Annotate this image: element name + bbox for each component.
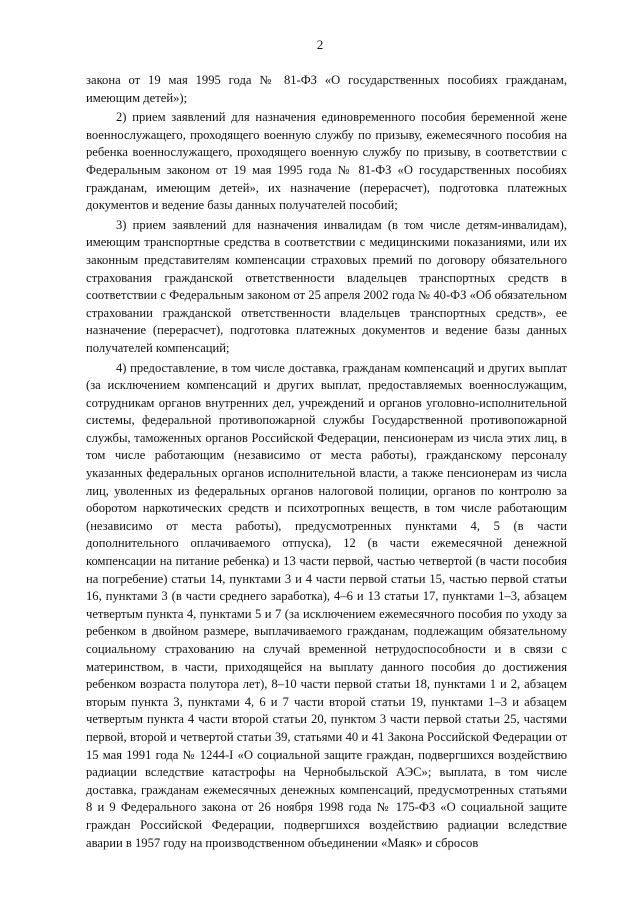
paragraph-item-3: 3) прием заявлений для назначения инвалидам (в том числе детям-инвалидам), имеющим транспортные средства в соответствии с медицинскими показаниями, или их законным представителям компенсации страховых премий по договору обязательного страхования гражданской ответственности владельцев транспортных средств в соответствии с Федеральным законом от 25 апреля 2002 года № 40-ФЗ «Об обязательном страховании гражданской ответственности владельцев транспортных средств», ее назначение (перерасчет), подготовка платежных документов и ведение базы данных получателей компенсаций; xyxy=(86,217,567,355)
paragraph-item-4: 4) предоставление, в том числе доставка, гражданам компенсаций и других выплат (за исключением компенсаций и других выплат, предоставляемых военнослужащим, сотрудникам органов внутренних дел, учреждений и органов уголовно-исполнительной системы, федеральной противопожарной службы Государственной противопожарной службы, таможенных органов Российской Федерации, пенсионерам из числа этих лиц, в том числе работающим (независимо от места работы), гражданскому персоналу указанных федеральных органов исполнительной власти, а также пенсионерам из числа лиц, уволенных из федеральных органов налоговой полиции, органов по контролю за оборотом наркотических средств и психотропных веществ, в том числе работающим (независимо от места работы), предусмотренных пунктами 4, 5 (в части дополнительного оплачиваемого отпуска), 12 (в части ежемесячной денежной компенсации на питание ребенка) и 13 части первой, частью четвертой (в части пособия на погребение) статьи 14, пунктами 3 и 4 части первой статьи 15, частью первой статьи 16, пунктами 3 (в части среднего заработка), 4–6 и 13 статьи 17, пунктами 1–3, абзацем четвертым пункта 4, пунктами 5 и 7 (за исключением ежемесячного пособия по уходу за ребенком в двойном размере, выплачиваемого гражданам, подлежащим обязательному социальному страхованию на случай временной нетрудоспособности и в связи с материнством, в части, приходящейся на выплату данного пособия до достижения ребенком возраста полутора лет), 8–10 части первой статьи 18, пунктами 1 и 2, абзацем вторым пункта 3, пунктами 4, 6 и 7 части второй статьи 19, пунктами 1–3 и абзацем четвертым пункта 4 части второй статьи 20, пунктом 3 части первой статьи 25, частями первой, второй и четвертой статьи 39, статьями 40 и 41 Закона Российской Федерации от 15 мая 1991 года № 1244-I «О социальной защите граждан, подвергшихся воздействию радиации вследствие катастрофы на Чернобыльской АЭС»; выплата, в том числе доставка, гражданам ежемесячных денежных компенсаций, предусмотренных статьями 8 и 9 Федерального закона от 26 ноября 1998 года № 175-ФЗ «О социальной защите граждан Российской Федерации, подвергшихся воздействию радиации вследствие аварии в 1957 году на производственном объединении «Маяк» и сбросов xyxy=(86,360,567,850)
paragraph-continuation: закона от 19 мая 1995 года № 81-ФЗ «О государственных пособиях гражданам, имеющим детей»); xyxy=(86,73,567,105)
page-number: 2 xyxy=(316,37,324,52)
paragraph-item-2: 2) прием заявлений для назначения единовременного пособия беременной жене военнослужащего, проходящего военную службу по призыву, ежемесячного пособия на ребенка военнослужащего, проходящего военную службу по призыву, в соответствии с Федеральным законом от 19 мая 1995 года № 81-ФЗ «О государственных пособиях гражданам, имеющим детей», их назначение (перерасчет), подготовка платежных документов и ведение базы данных получателей пособий; xyxy=(86,110,567,213)
document-body xyxy=(86,72,567,854)
